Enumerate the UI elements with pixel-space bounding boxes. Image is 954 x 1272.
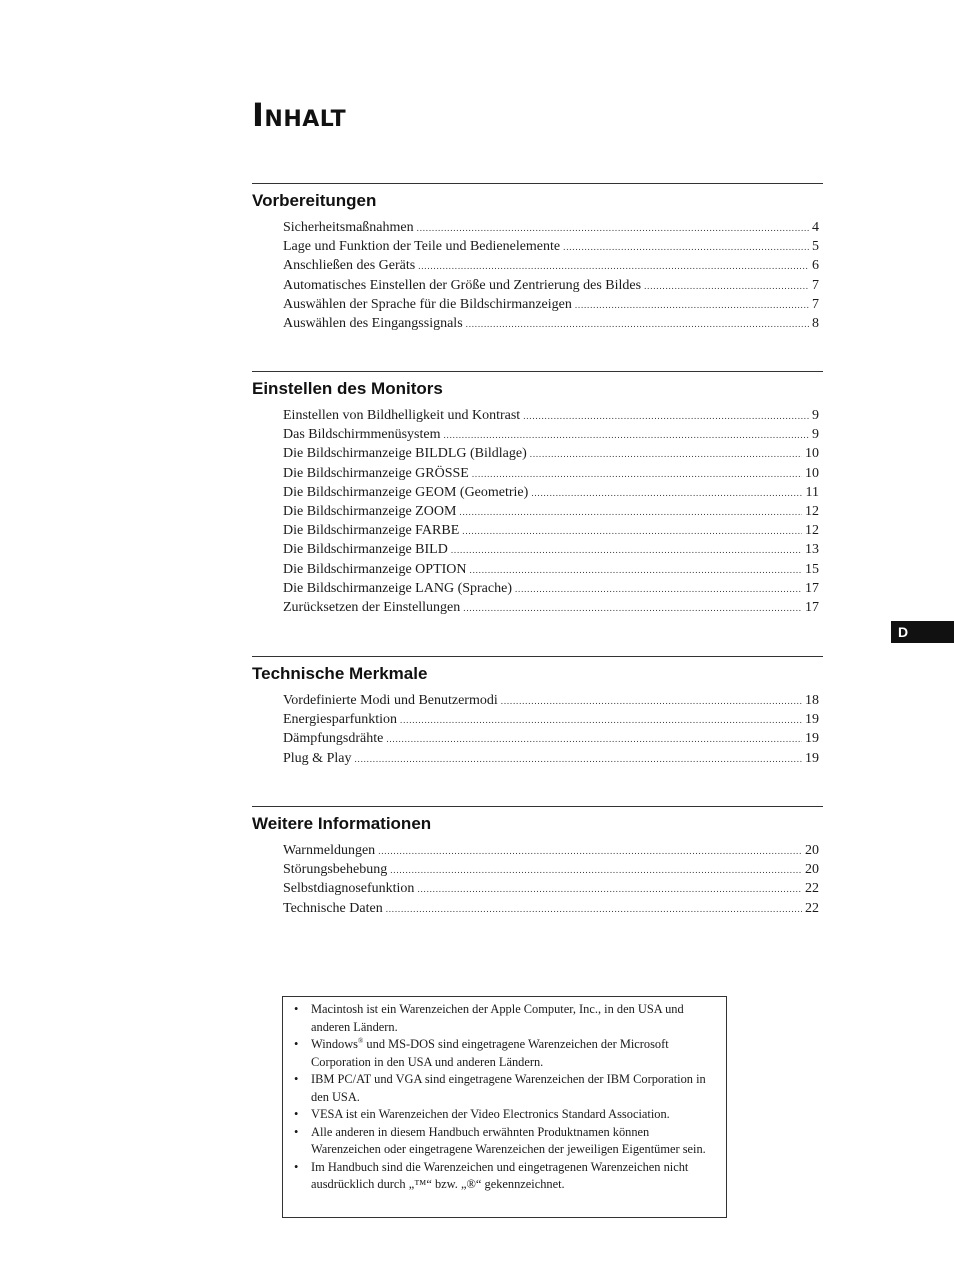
section-heading: Vorbereitungen — [252, 191, 377, 210]
dot-leader — [470, 561, 802, 580]
toc-entry[interactable] — [283, 841, 819, 860]
dot-leader — [501, 692, 802, 711]
toc-list — [283, 406, 819, 617]
dot-leader — [354, 750, 802, 769]
toc-entry-label: Die Bildschirmanzeige OPTION — [283, 561, 467, 577]
toc-entry-label: Lage und Funktion der Teile und Bedienelemente — [283, 239, 561, 255]
toc-entry-label: Störungsbehebung — [283, 862, 388, 878]
toc-entry-label: Energiesparfunktion — [283, 712, 398, 728]
toc-entry-label: Das Bildschirmmenüsystem — [283, 427, 441, 443]
toc-entry[interactable] — [283, 749, 819, 768]
toc-entry-page: 8 — [812, 315, 819, 331]
page-title: Inhalt — [252, 96, 347, 134]
toc-entry-label: Die Bildschirmanzeige LANG (Sprache) — [283, 580, 512, 596]
toc-entry-label: Sicherheitsmaßnahmen — [283, 220, 414, 235]
toc-entry-page: 17 — [805, 599, 819, 615]
toc-section-technical-features — [252, 656, 823, 768]
dot-leader — [444, 426, 810, 445]
toc-entry-page: 11 — [805, 484, 819, 500]
toc-entry-label: Die Bildschirmanzeige FARBE — [283, 523, 460, 539]
toc-entry-label: Einstellen von Bildhelligkeit und Kontrast — [283, 408, 521, 423]
toc-entry-page: 13 — [805, 542, 819, 558]
toc-entry-label: Warnmeldungen — [283, 843, 376, 858]
toc-entry[interactable] — [283, 276, 819, 295]
toc-entry[interactable] — [283, 540, 819, 559]
section-divider — [252, 656, 823, 657]
dot-leader — [515, 580, 802, 599]
toc-entry[interactable] — [283, 598, 819, 617]
toc-entry[interactable] — [283, 691, 819, 710]
section-heading: Weitere Informationen — [252, 814, 432, 833]
toc-entry-label: Automatisches Einstellen der Größe und Zentrierung des Bildes — [283, 277, 642, 293]
toc-entry-page: 17 — [805, 580, 819, 596]
toc-entry-page: 19 — [805, 750, 819, 766]
notice-item — [293, 1124, 718, 1159]
section-divider — [252, 183, 823, 184]
toc-entry[interactable] — [283, 483, 819, 502]
bullet-icon: • — [294, 1037, 299, 1051]
notice-item — [293, 1071, 718, 1106]
toc-entry[interactable] — [283, 237, 819, 256]
dot-leader — [462, 522, 802, 541]
bullet-icon: • — [294, 1072, 299, 1086]
dot-leader — [530, 445, 802, 464]
toc-entry-page: 10 — [805, 446, 819, 462]
dot-leader — [575, 296, 809, 315]
dot-leader — [418, 257, 809, 276]
dot-leader — [466, 315, 809, 334]
toc-entry[interactable] — [283, 860, 819, 879]
toc-list — [283, 691, 819, 768]
dot-leader — [386, 900, 802, 919]
trademark-notice-box — [282, 996, 727, 1218]
toc-entry-label: Die Bildschirmanzeige BILDLG (Bildlage) — [283, 446, 527, 462]
dot-leader — [400, 711, 802, 730]
toc-entry-page: 19 — [805, 712, 819, 728]
dot-leader — [417, 219, 809, 238]
registered-mark: ® — [358, 1036, 364, 1045]
toc-entry[interactable] — [283, 560, 819, 579]
dot-leader — [472, 465, 802, 484]
toc-entry-label: Zurücksetzen der Einstellungen — [283, 599, 461, 615]
toc-entry-label: Auswählen der Sprache für die Bildschirmanzeigen — [283, 296, 572, 312]
toc-entry-page: 9 — [812, 408, 819, 423]
section-divider — [252, 806, 823, 807]
toc-entry[interactable] — [283, 521, 819, 540]
toc-entry[interactable] — [283, 425, 819, 444]
dot-leader — [463, 599, 802, 618]
notice-text: IBM PC/AT und VGA sind eingetragene Warenzeichen der IBM Corporation in den USA. — [311, 1072, 706, 1104]
toc-entry[interactable] — [283, 218, 819, 237]
toc-entry[interactable] — [283, 444, 819, 463]
toc-entry-page: 5 — [812, 239, 819, 255]
toc-entry-label: Die Bildschirmanzeige BILD — [283, 542, 448, 558]
notice-item — [293, 1159, 718, 1194]
toc-entry-label: Vordefinierte Modi und Benutzermodi — [283, 693, 498, 708]
section-heading: Technische Merkmale — [252, 664, 428, 683]
dot-leader — [386, 730, 802, 749]
toc-entry-page: 20 — [805, 862, 819, 878]
notice-text: Macintosh ist ein Warenzeichen der Apple Computer, Inc., in den USA und anderen Ländern. — [311, 1002, 684, 1034]
notice-text-part: Windows — [311, 1037, 358, 1051]
notice-item — [293, 1036, 718, 1071]
toc-entry-label: Anschließen des Geräts — [283, 258, 416, 274]
toc-entry[interactable] — [283, 710, 819, 729]
dot-leader — [563, 238, 809, 257]
section-heading: Einstellen des Monitors — [252, 379, 443, 398]
toc-entry[interactable] — [283, 295, 819, 314]
toc-entry-page: 7 — [812, 277, 819, 293]
toc-entry-page: 22 — [805, 900, 819, 916]
toc-entry-page: 4 — [812, 220, 819, 235]
notice-text: Im Handbuch sind die Warenzeichen und eingetragenen Warenzeichen nicht ausdrücklich durch „™“ bzw. „®“ gekennzeichnet. — [311, 1159, 689, 1191]
toc-entry[interactable] — [283, 406, 819, 425]
toc-entry[interactable] — [283, 464, 819, 483]
toc-entry-page: 19 — [805, 731, 819, 747]
toc-entry[interactable] — [283, 256, 819, 275]
toc-entry-label: Die Bildschirmanzeige GRÖSSE — [283, 465, 469, 481]
toc-entry-label: Dämpfungsdrähte — [283, 731, 384, 747]
dot-leader — [378, 842, 802, 861]
dot-leader — [531, 484, 802, 503]
section-divider — [252, 371, 823, 372]
notice-text: Alle anderen in diesem Handbuch erwähnten Produktnamen können Warenzeichen oder eingetragene Warenzeichen der jeweiligen Eigentümer sein. — [311, 1124, 706, 1156]
dot-leader — [390, 861, 802, 880]
toc-entry-page: 18 — [805, 693, 819, 708]
dot-leader — [523, 407, 809, 426]
toc-entry-page: 10 — [805, 465, 819, 481]
toc-entry-page: 6 — [812, 258, 819, 274]
bullet-icon: • — [294, 1159, 299, 1174]
toc-entry-label: Auswählen des Eingangssignals — [283, 315, 463, 331]
bullet-icon: • — [294, 1124, 299, 1139]
toc-entry-page: 20 — [805, 843, 819, 858]
toc-entry-label: Plug & Play — [283, 750, 352, 766]
toc-section-further-information — [252, 806, 823, 918]
dot-leader — [451, 541, 802, 560]
toc-entry-page: 12 — [805, 503, 819, 519]
toc-entry-page: 7 — [812, 296, 819, 312]
toc-entry[interactable] — [283, 899, 819, 918]
toc-entry-label: Technische Daten — [283, 900, 383, 916]
toc-entry[interactable] — [283, 579, 819, 598]
bullet-icon: • — [294, 1107, 299, 1121]
toc-entry-page: 22 — [805, 881, 819, 897]
language-tab: D — [891, 621, 954, 643]
dot-leader — [459, 503, 802, 522]
bullet-icon: • — [294, 1002, 299, 1016]
notice-item — [293, 1106, 718, 1124]
toc-entry-page: 12 — [805, 523, 819, 539]
notice-text-part: und MS-DOS sind eingetragene Warenzeichen der Microsoft Corporation in den USA und anderen Ländern. — [311, 1037, 669, 1069]
notice-text: VESA ist ein Warenzeichen der Video Electronics Standard Association. — [311, 1107, 670, 1121]
notice-text — [311, 1036, 718, 1071]
toc-entry-page: 15 — [805, 561, 819, 577]
toc-list — [283, 841, 819, 918]
dot-leader — [644, 277, 809, 296]
toc-entry-label: Die Bildschirmanzeige GEOM (Geometrie) — [283, 484, 529, 500]
toc-entry-label: Selbstdiagnosefunktion — [283, 881, 415, 897]
dot-leader — [417, 880, 802, 899]
toc-entry-page: 9 — [812, 427, 819, 443]
toc-entry[interactable] — [283, 879, 819, 898]
toc-entry-label: Die Bildschirmanzeige ZOOM — [283, 503, 457, 519]
toc-list — [283, 218, 819, 333]
toc-entry[interactable] — [283, 502, 819, 521]
toc-section-monitor-settings — [252, 371, 823, 617]
notice-item — [293, 1001, 718, 1036]
toc-entry[interactable] — [283, 314, 819, 333]
toc-entry[interactable] — [283, 729, 819, 748]
toc-section-preparations — [252, 183, 823, 333]
